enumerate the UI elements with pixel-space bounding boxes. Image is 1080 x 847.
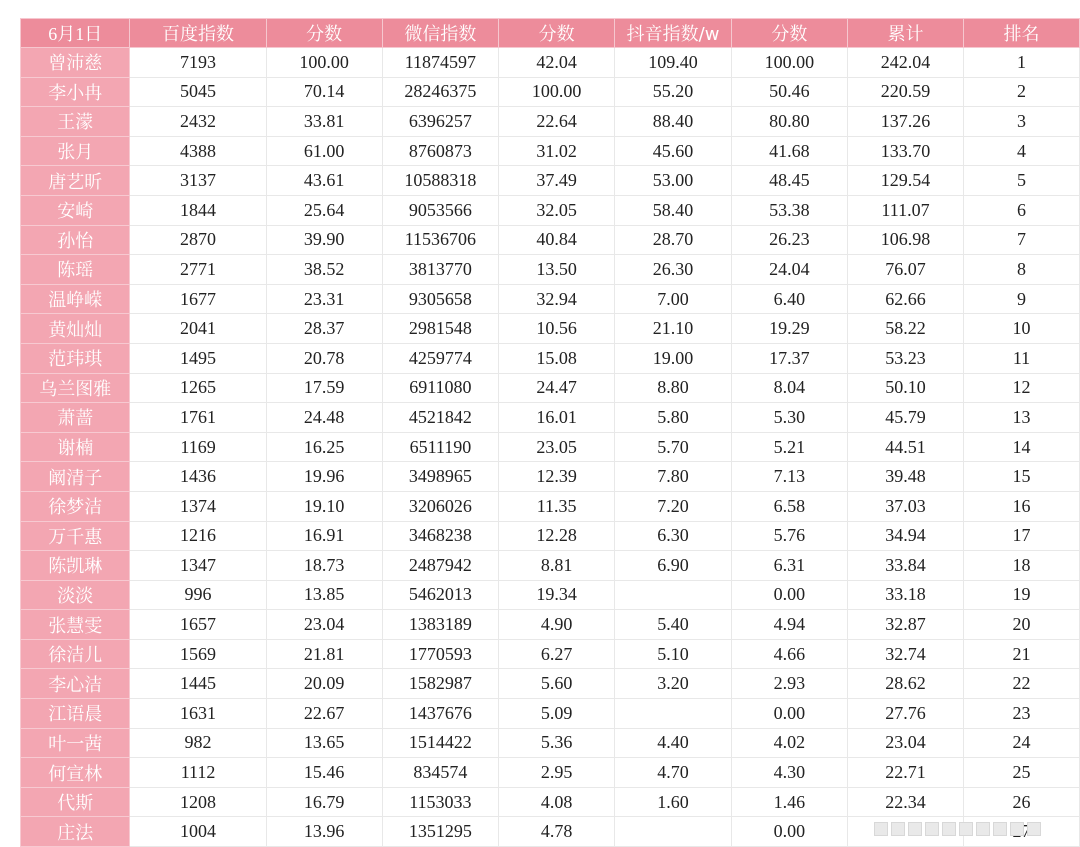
- value-cell: 5.10: [615, 639, 732, 669]
- value-cell: 13.50: [499, 255, 615, 285]
- value-cell: 1514422: [382, 728, 498, 758]
- value-cell: 32.94: [499, 284, 615, 314]
- value-cell: 25: [964, 758, 1080, 788]
- name-cell: 江语晨: [21, 699, 130, 729]
- name-cell: 温峥嵘: [21, 284, 130, 314]
- column-header: 分数: [266, 19, 382, 48]
- name-cell: 乌兰图雅: [21, 373, 130, 403]
- name-cell: 张慧雯: [21, 610, 130, 640]
- table-row: [21, 610, 1080, 640]
- value-cell: 2041: [130, 314, 266, 344]
- value-cell: 17.59: [266, 373, 382, 403]
- value-cell: 23.05: [499, 432, 615, 462]
- value-cell: 5.80: [615, 403, 732, 433]
- column-header: 6月1日: [21, 19, 130, 48]
- value-cell: 40.84: [499, 225, 615, 255]
- value-cell: 19.00: [615, 343, 732, 373]
- value-cell: 10: [964, 314, 1080, 344]
- table-row: [21, 166, 1080, 196]
- value-cell: 1265: [130, 373, 266, 403]
- value-cell: 37.03: [847, 491, 963, 521]
- value-cell: 1569: [130, 639, 266, 669]
- value-cell: 4.90: [499, 610, 615, 640]
- value-cell: 8.80: [615, 373, 732, 403]
- table-row: [21, 551, 1080, 581]
- value-cell: 39.48: [847, 462, 963, 492]
- table-row: [21, 521, 1080, 551]
- value-cell: 1: [964, 48, 1080, 78]
- value-cell: 7.80: [615, 462, 732, 492]
- value-cell: 13.85: [266, 580, 382, 610]
- value-cell: 1347: [130, 551, 266, 581]
- value-cell: 9: [964, 284, 1080, 314]
- value-cell: 6.40: [731, 284, 847, 314]
- name-cell: 代斯: [21, 787, 130, 817]
- value-cell: 1153033: [382, 787, 498, 817]
- value-cell: 53.23: [847, 343, 963, 373]
- value-cell: 5: [964, 166, 1080, 196]
- value-cell: 24.47: [499, 373, 615, 403]
- value-cell: 7.00: [615, 284, 732, 314]
- value-cell: 5.60: [499, 669, 615, 699]
- value-cell: 1582987: [382, 669, 498, 699]
- name-cell: 庄法: [21, 817, 130, 847]
- value-cell: 4: [964, 136, 1080, 166]
- value-cell: 0.00: [731, 580, 847, 610]
- name-cell: 李心洁: [21, 669, 130, 699]
- value-cell: 45.79: [847, 403, 963, 433]
- value-cell: 2771: [130, 255, 266, 285]
- value-cell: 5.36: [499, 728, 615, 758]
- value-cell: 1374: [130, 491, 266, 521]
- name-cell: 安崎: [21, 195, 130, 225]
- value-cell: 33.84: [847, 551, 963, 581]
- value-cell: 50.10: [847, 373, 963, 403]
- name-cell: 黄灿灿: [21, 314, 130, 344]
- value-cell: 26: [964, 787, 1080, 817]
- value-cell: 4388: [130, 136, 266, 166]
- value-cell: 19.10: [266, 491, 382, 521]
- value-cell: 1004: [130, 817, 266, 847]
- value-cell: 22.71: [847, 758, 963, 788]
- value-cell: 10.56: [499, 314, 615, 344]
- value-cell: 1495: [130, 343, 266, 373]
- value-cell: 27.76: [847, 699, 963, 729]
- value-cell: 61.00: [266, 136, 382, 166]
- name-cell: 孙怡: [21, 225, 130, 255]
- value-cell: 22.67: [266, 699, 382, 729]
- value-cell: 4.02: [731, 728, 847, 758]
- name-cell: 淡淡: [21, 580, 130, 610]
- table-row: [21, 639, 1080, 669]
- value-cell: 5.09: [499, 699, 615, 729]
- value-cell: 4.66: [731, 639, 847, 669]
- name-cell: 徐洁儿: [21, 639, 130, 669]
- value-cell: 11874597: [382, 48, 498, 78]
- value-cell: 23.04: [847, 728, 963, 758]
- value-cell: 4.70: [615, 758, 732, 788]
- header-row: [21, 19, 1080, 48]
- value-cell: 3137: [130, 166, 266, 196]
- value-cell: 100.00: [731, 48, 847, 78]
- value-cell: 41.68: [731, 136, 847, 166]
- value-cell: 19.96: [266, 462, 382, 492]
- ranking-table-container: [20, 18, 1080, 847]
- name-cell: 唐艺昕: [21, 166, 130, 196]
- value-cell: 100.00: [266, 48, 382, 78]
- table-row: [21, 491, 1080, 521]
- table-row: [21, 343, 1080, 373]
- value-cell: 1208: [130, 787, 266, 817]
- value-cell: 26.30: [615, 255, 732, 285]
- table-row: [21, 758, 1080, 788]
- value-cell: 5.70: [615, 432, 732, 462]
- watermark-strip: [874, 822, 1064, 838]
- value-cell: 100.00: [499, 77, 615, 107]
- value-cell: 11536706: [382, 225, 498, 255]
- value-cell: 22: [964, 669, 1080, 699]
- value-cell: 53.00: [615, 166, 732, 196]
- value-cell: 50.46: [731, 77, 847, 107]
- table-row: [21, 787, 1080, 817]
- value-cell: 129.54: [847, 166, 963, 196]
- table-row: [21, 255, 1080, 285]
- value-cell: 2870: [130, 225, 266, 255]
- value-cell: 34.94: [847, 521, 963, 551]
- value-cell: 38.52: [266, 255, 382, 285]
- value-cell: 45.60: [615, 136, 732, 166]
- value-cell: 6911080: [382, 373, 498, 403]
- value-cell: 4.40: [615, 728, 732, 758]
- name-cell: 叶一茜: [21, 728, 130, 758]
- value-cell: 5462013: [382, 580, 498, 610]
- value-cell: 17: [964, 521, 1080, 551]
- value-cell: 16.01: [499, 403, 615, 433]
- value-cell: [615, 580, 732, 610]
- table-row: [21, 225, 1080, 255]
- value-cell: 28.62: [847, 669, 963, 699]
- value-cell: 0.00: [731, 817, 847, 847]
- value-cell: 1844: [130, 195, 266, 225]
- table-row: [21, 107, 1080, 137]
- value-cell: 13: [964, 403, 1080, 433]
- value-cell: 62.66: [847, 284, 963, 314]
- value-cell: 88.40: [615, 107, 732, 137]
- value-cell: 22.64: [499, 107, 615, 137]
- value-cell: 13.65: [266, 728, 382, 758]
- value-cell: 3.20: [615, 669, 732, 699]
- value-cell: 53.38: [731, 195, 847, 225]
- value-cell: 12.28: [499, 521, 615, 551]
- value-cell: 5.76: [731, 521, 847, 551]
- name-cell: 张月: [21, 136, 130, 166]
- value-cell: 23: [964, 699, 1080, 729]
- value-cell: 37.49: [499, 166, 615, 196]
- value-cell: 8: [964, 255, 1080, 285]
- value-cell: 18: [964, 551, 1080, 581]
- value-cell: 20.78: [266, 343, 382, 373]
- table-row: [21, 195, 1080, 225]
- value-cell: 23.31: [266, 284, 382, 314]
- value-cell: 1351295: [382, 817, 498, 847]
- value-cell: 21.10: [615, 314, 732, 344]
- value-cell: 32.87: [847, 610, 963, 640]
- name-cell: 萧蔷: [21, 403, 130, 433]
- value-cell: 4.08: [499, 787, 615, 817]
- name-cell: 陈凯琳: [21, 551, 130, 581]
- table-row: [21, 48, 1080, 78]
- value-cell: 10588318: [382, 166, 498, 196]
- table-row: [21, 314, 1080, 344]
- name-cell: 谢楠: [21, 432, 130, 462]
- value-cell: 2432: [130, 107, 266, 137]
- value-cell: 33.18: [847, 580, 963, 610]
- value-cell: 15.46: [266, 758, 382, 788]
- value-cell: 6.31: [731, 551, 847, 581]
- value-cell: 3206026: [382, 491, 498, 521]
- name-cell: 王濛: [21, 107, 130, 137]
- value-cell: 25.64: [266, 195, 382, 225]
- value-cell: 6.58: [731, 491, 847, 521]
- value-cell: 9305658: [382, 284, 498, 314]
- table-row: [21, 699, 1080, 729]
- value-cell: 17.37: [731, 343, 847, 373]
- value-cell: 1770593: [382, 639, 498, 669]
- value-cell: 6396257: [382, 107, 498, 137]
- value-cell: 0.00: [731, 699, 847, 729]
- value-cell: 24.04: [731, 255, 847, 285]
- value-cell: 43.61: [266, 166, 382, 196]
- value-cell: 4259774: [382, 343, 498, 373]
- value-cell: 111.07: [847, 195, 963, 225]
- value-cell: 3468238: [382, 521, 498, 551]
- value-cell: 109.40: [615, 48, 732, 78]
- value-cell: 11.35: [499, 491, 615, 521]
- value-cell: 55.20: [615, 77, 732, 107]
- value-cell: 16: [964, 491, 1080, 521]
- value-cell: 1677: [130, 284, 266, 314]
- value-cell: 31.02: [499, 136, 615, 166]
- value-cell: 1631: [130, 699, 266, 729]
- value-cell: 28246375: [382, 77, 498, 107]
- name-cell: 阚清子: [21, 462, 130, 492]
- value-cell: 982: [130, 728, 266, 758]
- table-row: [21, 432, 1080, 462]
- value-cell: 5.30: [731, 403, 847, 433]
- value-cell: 6.27: [499, 639, 615, 669]
- value-cell: 9053566: [382, 195, 498, 225]
- value-cell: 19.29: [731, 314, 847, 344]
- value-cell: 16.25: [266, 432, 382, 462]
- value-cell: 8.81: [499, 551, 615, 581]
- table-row: [21, 728, 1080, 758]
- value-cell: [615, 817, 732, 847]
- value-cell: 26.23: [731, 225, 847, 255]
- value-cell: 106.98: [847, 225, 963, 255]
- value-cell: 22.34: [847, 787, 963, 817]
- value-cell: 58.22: [847, 314, 963, 344]
- value-cell: 133.70: [847, 136, 963, 166]
- value-cell: 18.73: [266, 551, 382, 581]
- value-cell: 996: [130, 580, 266, 610]
- value-cell: 4.30: [731, 758, 847, 788]
- value-cell: 1445: [130, 669, 266, 699]
- value-cell: 12: [964, 373, 1080, 403]
- column-header: 累计: [847, 19, 963, 48]
- name-cell: 范玮琪: [21, 343, 130, 373]
- value-cell: 3498965: [382, 462, 498, 492]
- value-cell: 11: [964, 343, 1080, 373]
- value-cell: 5045: [130, 77, 266, 107]
- value-cell: 6.30: [615, 521, 732, 551]
- table-row: [21, 580, 1080, 610]
- value-cell: 3813770: [382, 255, 498, 285]
- value-cell: 1436: [130, 462, 266, 492]
- value-cell: 5.21: [731, 432, 847, 462]
- value-cell: 1761: [130, 403, 266, 433]
- value-cell: 7193: [130, 48, 266, 78]
- value-cell: 1383189: [382, 610, 498, 640]
- name-cell: 万千惠: [21, 521, 130, 551]
- value-cell: 4521842: [382, 403, 498, 433]
- column-header: 分数: [731, 19, 847, 48]
- value-cell: 19.34: [499, 580, 615, 610]
- value-cell: 6511190: [382, 432, 498, 462]
- value-cell: 1216: [130, 521, 266, 551]
- value-cell: 80.80: [731, 107, 847, 137]
- column-header: 排名: [964, 19, 1080, 48]
- column-header: 百度指数: [130, 19, 266, 48]
- value-cell: 33.81: [266, 107, 382, 137]
- table-body: [21, 48, 1080, 847]
- name-cell: 徐梦洁: [21, 491, 130, 521]
- table-row: [21, 403, 1080, 433]
- value-cell: 4.94: [731, 610, 847, 640]
- value-cell: 42.04: [499, 48, 615, 78]
- value-cell: 3: [964, 107, 1080, 137]
- value-cell: 7: [964, 225, 1080, 255]
- name-cell: 曾沛慈: [21, 48, 130, 78]
- value-cell: 15.08: [499, 343, 615, 373]
- table-row: [21, 669, 1080, 699]
- value-cell: 19: [964, 580, 1080, 610]
- value-cell: 70.14: [266, 77, 382, 107]
- value-cell: 2.93: [731, 669, 847, 699]
- table-row: [21, 136, 1080, 166]
- value-cell: 15: [964, 462, 1080, 492]
- value-cell: [615, 699, 732, 729]
- column-header: 抖音指数/w: [615, 19, 732, 48]
- table-row: [21, 284, 1080, 314]
- value-cell: 32.05: [499, 195, 615, 225]
- name-cell: 何宣林: [21, 758, 130, 788]
- name-cell: 李小冉: [21, 77, 130, 107]
- value-cell: 44.51: [847, 432, 963, 462]
- value-cell: 24.48: [266, 403, 382, 433]
- value-cell: 1.60: [615, 787, 732, 817]
- value-cell: 21.81: [266, 639, 382, 669]
- value-cell: 834574: [382, 758, 498, 788]
- value-cell: 6.90: [615, 551, 732, 581]
- value-cell: 48.45: [731, 166, 847, 196]
- value-cell: 8.04: [731, 373, 847, 403]
- value-cell: 4.78: [499, 817, 615, 847]
- value-cell: 6: [964, 195, 1080, 225]
- value-cell: 23.04: [266, 610, 382, 640]
- value-cell: 16.91: [266, 521, 382, 551]
- value-cell: 2981548: [382, 314, 498, 344]
- value-cell: 2: [964, 77, 1080, 107]
- value-cell: 14: [964, 432, 1080, 462]
- value-cell: 20: [964, 610, 1080, 640]
- value-cell: 20.09: [266, 669, 382, 699]
- value-cell: 1112: [130, 758, 266, 788]
- value-cell: 13.96: [266, 817, 382, 847]
- value-cell: 24: [964, 728, 1080, 758]
- value-cell: 76.07: [847, 255, 963, 285]
- value-cell: 7.20: [615, 491, 732, 521]
- value-cell: 5.40: [615, 610, 732, 640]
- value-cell: 21: [964, 639, 1080, 669]
- value-cell: 28.70: [615, 225, 732, 255]
- value-cell: 1657: [130, 610, 266, 640]
- value-cell: 1437676: [382, 699, 498, 729]
- value-cell: 32.74: [847, 639, 963, 669]
- ranking-table: [20, 18, 1080, 847]
- value-cell: 2.95: [499, 758, 615, 788]
- table-row: [21, 77, 1080, 107]
- table-row: [21, 373, 1080, 403]
- value-cell: 2487942: [382, 551, 498, 581]
- table-row: [21, 462, 1080, 492]
- value-cell: 1169: [130, 432, 266, 462]
- name-cell: 陈瑶: [21, 255, 130, 285]
- value-cell: 12.39: [499, 462, 615, 492]
- value-cell: 1.46: [731, 787, 847, 817]
- value-cell: 137.26: [847, 107, 963, 137]
- column-header: 分数: [499, 19, 615, 48]
- value-cell: 242.04: [847, 48, 963, 78]
- value-cell: 16.79: [266, 787, 382, 817]
- value-cell: 28.37: [266, 314, 382, 344]
- value-cell: 58.40: [615, 195, 732, 225]
- value-cell: 39.90: [266, 225, 382, 255]
- value-cell: 8760873: [382, 136, 498, 166]
- value-cell: 7.13: [731, 462, 847, 492]
- value-cell: 220.59: [847, 77, 963, 107]
- column-header: 微信指数: [382, 19, 498, 48]
